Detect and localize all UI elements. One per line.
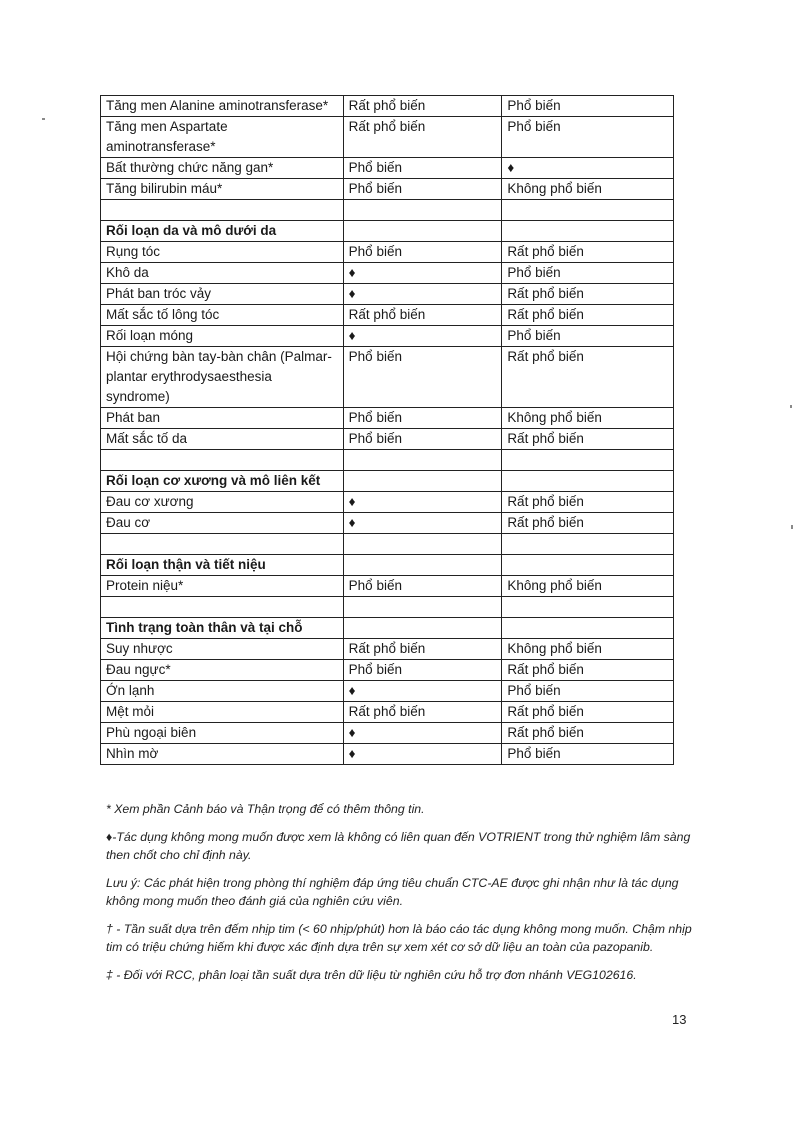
table-row	[101, 723, 674, 744]
scan-mark	[42, 118, 45, 120]
table-row	[101, 117, 674, 158]
term-cell: Phát ban tróc vảy	[101, 284, 344, 305]
frequency-cell-1: Phổ biến	[343, 660, 502, 681]
table-body	[101, 96, 674, 765]
term-cell: Nhìn mờ	[101, 744, 344, 765]
frequency-cell-2: Không phổ biến	[502, 639, 674, 660]
frequency-cell-1: Phổ biến	[343, 408, 502, 429]
table-row	[101, 96, 674, 117]
term-cell: Tăng men Aspartate aminotransferase*	[101, 117, 344, 158]
term-cell: Mất sắc tố lông tóc	[101, 305, 344, 326]
footnote-note: Lưu ý: Các phát hiện trong phòng thí nghiệm đáp ứng tiêu chuẩn CTC-AE được ghi nhận như là tác dụng không mong muốn theo đánh giá của nghiên cứu viên.	[106, 876, 679, 908]
frequency-cell-1: Phổ biến	[343, 179, 502, 200]
frequency-cell-1	[343, 555, 502, 576]
footnotes	[106, 800, 696, 994]
term-cell: Protein niệu*	[101, 576, 344, 597]
frequency-cell-2	[502, 221, 674, 242]
blank-row	[101, 534, 674, 555]
frequency-cell-2: Rất phổ biến	[502, 347, 674, 408]
frequency-cell-2: Phổ biến	[502, 117, 674, 158]
term-cell: Suy nhược	[101, 639, 344, 660]
table-row	[101, 158, 674, 179]
frequency-cell-2: Phổ biến	[502, 681, 674, 702]
term-cell	[101, 200, 344, 221]
footnote-dagger: † - Tần suất dựa trên đếm nhịp tim (< 60 nhịp/phút) hơn là báo cáo tác dụng không mong muốn. Chậm nhịp tim có triệu chứng hiếm khi được xác định dựa trên sự xem xét cơ sở dữ liệu an toàn của pazopanib.	[106, 922, 692, 954]
frequency-cell-1: Rất phổ biến	[343, 639, 502, 660]
frequency-cell-1	[343, 534, 502, 555]
frequency-cell-1: Rất phổ biến	[343, 96, 502, 117]
table-row	[101, 660, 674, 681]
frequency-cell-2: Không phổ biến	[502, 408, 674, 429]
frequency-cell-1: Phổ biến	[343, 429, 502, 450]
term-cell: Đau cơ	[101, 513, 344, 534]
frequency-cell-1	[343, 200, 502, 221]
frequency-cell-1: Rất phổ biến	[343, 305, 502, 326]
term-cell: Tình trạng toàn thân và tại chỗ	[101, 618, 344, 639]
frequency-cell-2: Rất phổ biến	[502, 284, 674, 305]
table-row	[101, 305, 674, 326]
term-cell: Phù ngoại biên	[101, 723, 344, 744]
term-cell: Ớn lạnh	[101, 681, 344, 702]
term-cell	[101, 534, 344, 555]
table-row	[101, 429, 674, 450]
frequency-cell-2	[502, 534, 674, 555]
frequency-cell-2	[502, 200, 674, 221]
term-cell: Rối loạn cơ xương và mô liên kết	[101, 471, 344, 492]
frequency-cell-1: ♦	[343, 681, 502, 702]
term-cell: Mệt mỏi	[101, 702, 344, 723]
frequency-cell-1: ♦	[343, 263, 502, 284]
term-cell: Phát ban	[101, 408, 344, 429]
footnote-asterisk: * Xem phần Cảnh báo và Thận trọng để có thêm thông tin.	[106, 802, 425, 816]
frequency-cell-2: Không phổ biến	[502, 179, 674, 200]
blank-row	[101, 597, 674, 618]
term-cell: Rụng tóc	[101, 242, 344, 263]
frequency-cell-2: Rất phổ biến	[502, 660, 674, 681]
table-row	[101, 681, 674, 702]
term-cell: Hội chứng bàn tay-bàn chân (Palmar-plantar erythrodysaesthesia syndrome)	[101, 347, 344, 408]
frequency-cell-2: Phổ biến	[502, 744, 674, 765]
blank-row	[101, 450, 674, 471]
term-cell	[101, 597, 344, 618]
frequency-cell-2: Rất phổ biến	[502, 492, 674, 513]
frequency-cell-2	[502, 471, 674, 492]
frequency-cell-2: Phổ biến	[502, 96, 674, 117]
section-row	[101, 221, 674, 242]
term-cell: Tăng men Alanine aminotransferase*	[101, 96, 344, 117]
frequency-cell-1: Rất phổ biến	[343, 702, 502, 723]
term-cell: Đau cơ xương	[101, 492, 344, 513]
frequency-cell-1	[343, 597, 502, 618]
term-cell: Đau ngực*	[101, 660, 344, 681]
frequency-cell-2: Rất phổ biến	[502, 702, 674, 723]
table-row	[101, 326, 674, 347]
frequency-cell-1: ♦	[343, 723, 502, 744]
footnote-double-dagger: ‡ - Đối với RCC, phân loại tần suất dựa trên dữ liệu từ nghiên cứu hỗ trợ đơn nhánh VEG102616.	[106, 968, 637, 982]
table-row	[101, 284, 674, 305]
table-row	[101, 702, 674, 723]
frequency-cell-2: Rất phổ biến	[502, 305, 674, 326]
table-row	[101, 347, 674, 408]
table-row	[101, 242, 674, 263]
frequency-cell-2	[502, 597, 674, 618]
frequency-cell-1: ♦	[343, 492, 502, 513]
frequency-cell-2: ♦	[502, 158, 674, 179]
frequency-cell-2: Rất phổ biến	[502, 723, 674, 744]
frequency-cell-2: Phổ biến	[502, 263, 674, 284]
term-cell: Khô da	[101, 263, 344, 284]
frequency-cell-1	[343, 471, 502, 492]
section-row	[101, 618, 674, 639]
term-cell: Rối loạn móng	[101, 326, 344, 347]
frequency-cell-2: Rất phổ biến	[502, 513, 674, 534]
frequency-cell-1	[343, 618, 502, 639]
table-row	[101, 408, 674, 429]
frequency-cell-1: Rất phổ biến	[343, 117, 502, 158]
term-cell	[101, 450, 344, 471]
frequency-cell-2: Rất phổ biến	[502, 242, 674, 263]
frequency-cell-2	[502, 555, 674, 576]
scan-mark	[791, 525, 793, 529]
term-cell: Tăng bilirubin máu*	[101, 179, 344, 200]
table-row	[101, 576, 674, 597]
frequency-cell-2	[502, 618, 674, 639]
frequency-cell-1: Phổ biến	[343, 347, 502, 408]
footnote-diamond: ♦-Tác dụng không mong muốn được xem là không có liên quan đến VOTRIENT trong thử nghiệm lâm sàng then chốt cho chỉ định này.	[106, 830, 691, 862]
frequency-cell-1: Phổ biến	[343, 242, 502, 263]
frequency-cell-1: ♦	[343, 284, 502, 305]
table-row	[101, 744, 674, 765]
frequency-cell-2: Không phổ biến	[502, 576, 674, 597]
page-number: 13	[672, 1012, 687, 1027]
term-cell: Rối loạn da và mô dưới da	[101, 221, 344, 242]
frequency-cell-2: Phổ biến	[502, 326, 674, 347]
section-row	[101, 471, 674, 492]
table-row	[101, 513, 674, 534]
frequency-cell-1: Phổ biến	[343, 158, 502, 179]
frequency-cell-1: ♦	[343, 744, 502, 765]
table-row	[101, 179, 674, 200]
frequency-cell-1	[343, 450, 502, 471]
section-row	[101, 555, 674, 576]
frequency-cell-1	[343, 221, 502, 242]
term-cell: Mất sắc tố da	[101, 429, 344, 450]
frequency-cell-2: Rất phổ biến	[502, 429, 674, 450]
term-cell: Bất thường chức năng gan*	[101, 158, 344, 179]
table-row	[101, 492, 674, 513]
blank-row	[101, 200, 674, 221]
table-row	[101, 263, 674, 284]
frequency-cell-2	[502, 450, 674, 471]
table-row	[101, 639, 674, 660]
frequency-cell-1: Phổ biến	[343, 576, 502, 597]
frequency-cell-1: ♦	[343, 326, 502, 347]
scan-mark	[790, 405, 792, 408]
frequency-cell-1: ♦	[343, 513, 502, 534]
adverse-reactions-table	[100, 95, 674, 765]
term-cell: Rối loạn thận và tiết niệu	[101, 555, 344, 576]
